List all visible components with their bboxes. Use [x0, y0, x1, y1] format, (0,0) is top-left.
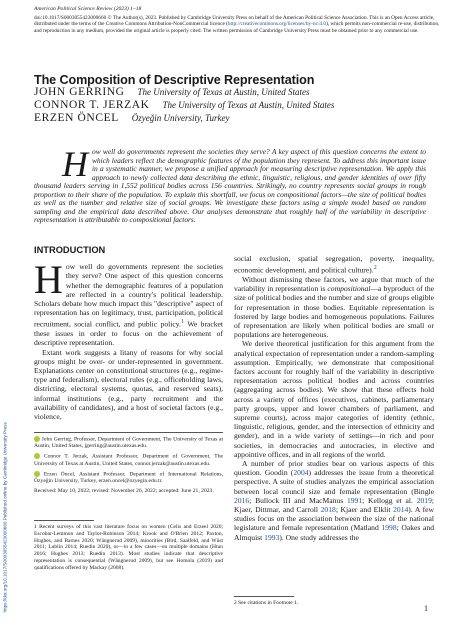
section-heading: INTRODUCTION: [34, 245, 106, 255]
received-dates: Received: May 10, 2022; revised: November 26, 2022; accepted: June 21, 2023.: [34, 488, 214, 495]
left-column: [34, 246, 223, 421]
footnote-divider: [34, 520, 94, 521]
author-line: [34, 86, 309, 98]
body-paragraph: [234, 275, 434, 339]
divider: [34, 432, 223, 433]
body-text: social exclusion, spatial segregation, poverty, inequality, economic development, and political culture).: [234, 254, 434, 275]
copyright-text: © The Author(s), 2023. Published by Cambridge University Press on behalf of the American Political Science Association. This is an Open Access article, distributed under the terms of the Creative Commons Attribution-NonCommercial licence (: [34, 15, 435, 28]
author-notes: [34, 436, 223, 499]
running-head: American Political Science Review (2023) 1–18: [34, 6, 142, 12]
abstract-dropcap: H: [62, 144, 88, 184]
intro-paragraph: [34, 257, 224, 348]
citation-link[interactable]: 2018: [320, 505, 336, 515]
citation-link[interactable]: 2016: [234, 495, 250, 505]
copyright-tail: ), which permits non-commercial re-use, distribution, and reproduction in any medium, provided the original article is properly cited. The written permission of Cambridge University Press must be obtained prior to any commercial use.: [34, 21, 440, 34]
copyright-block: [34, 15, 442, 34]
author-line: [34, 112, 229, 124]
orcid-icon[interactable]: [34, 453, 40, 459]
abstract-text: ow well do governments represent the societies they serve? A key aspect of this question concerns the extent to which leaders reflect the demographic features of the population they represent. To address this important issue in a systematic manner, we propose a unified approach for measuring descriptive representation. We apply this approach to newly collected data describing the ethnic, linguistic, religious, and gender identities of over fifty thousand leaders serving in 1,552 political bodies across 156 countries. Strikingly, no country represents social groups in rough proportion to their share of the population. To explain this shortfall, we focus on compositional factors—the size of political bodies as well as the number and relative size of social groups. We investigate these factors using a simple model based on random sampling and the empirical data described above. Our analyses demonstrate that roughly half of the variability in descriptive representation is attributable to compositional factors.: [34, 147, 426, 225]
body-paragraph: [234, 459, 434, 542]
author-affiliation: The University of Texas at Austin, United States: [137, 87, 310, 97]
citation-link[interactable]: 1991: [346, 495, 363, 505]
right-column: [234, 254, 434, 542]
footnote-marker[interactable]: 1: [180, 318, 185, 326]
author-note: [34, 471, 223, 485]
body-text: Without dismissing these factors, we argue that much of the variability in representation is: [234, 274, 434, 294]
body-text: ). A few studies focus on the association between the size of the national legislature and female representation (Matland: [234, 505, 434, 533]
author-name: JOHN GERRING: [34, 86, 125, 98]
intro-dropcap: H: [34, 257, 63, 303]
author-name: ERZEN ÖNCEL: [34, 112, 119, 124]
author-affiliation: The University of Texas at Austin, United States: [162, 100, 335, 110]
body-text: —a byproduct of the size of political bodies and the number and size of groups eligible for representation in those bodies. Equitable representation is fostered by large bodies and homogeneous populations. Failures of representation are likely when political bodies are small or populations are heterogeneous.: [234, 284, 434, 340]
footnote: 2 See citations in Footnote 1.: [234, 600, 299, 606]
author-note-text: Erzen Öncel, Assistant Professor, Department of International Relations, Özyeğin University, Turkey, erzen.oncel@ozyegin.edu.tr.: [34, 471, 224, 485]
citation-link[interactable]: 2019: [416, 495, 432, 505]
body-paragraph: [234, 254, 434, 275]
body-paragraph: We derive theoretical justification for this argument from the analytical expectation of representation under a random-sampling assumption. Empirically, we demonstrate that compositional factors account for roughly half of the variability in descriptive representation across political bodies and across countries (aggregating across bodies). We show that these effects hold across a variety of offices (executives, cabinets, parliamentary party groups, upper and lower chambers of parliament, and supreme courts), across major categories of identity (ethnic, linguistic, religious, gender, and the intersection of ethnicity and gender), and in a wide variety of settings—in rich and poor societies, in democracies and autocracies, in elective and appointive offices, and in all regions of the world.: [234, 339, 434, 459]
author-note: [34, 436, 223, 450]
doi-link[interactable]: doi:10.1017/S0003055423000660: [34, 15, 107, 21]
intro-text-tail: We bracket these issues in order to focus on the achievement of descriptive representation.: [34, 319, 224, 348]
sidebar-doi-text[interactable]: https://doi.org/10.1017/S0003055423000660 Published online by Cambridge University Press: [2, 422, 8, 613]
citation-link[interactable]: 1993: [264, 532, 280, 542]
author-note-text: John Gerring, Professor, Department of Government, The University of Texas at Austin, United States, jgerring@austin.utexas.edu.: [34, 436, 223, 450]
citation-link[interactable]: 2014: [393, 505, 409, 515]
author-affiliation: Özyeğin University, Turkey: [131, 113, 230, 123]
body-text: ) addresses the issue from a theoretical perspective. A suite of studies analyzes the empirical association between local council size and female representation (Bingle: [234, 468, 434, 496]
body-paragraph: Extant work suggests a litany of reasons for why social groups might be over- or under-represented in government. Explanations center on constitutional structures (e.g., regime-type and federalism), electoral rules (e.g., officeholding laws, districting, electoral systems, quotas, and reserved seats), informal institutions (e.g., party recruitment and the availability of candidates), and a host of societal factors (e.g., violence,: [34, 347, 223, 421]
citation-link[interactable]: 2004: [293, 468, 309, 478]
license-link[interactable]: http://creativecommons.org/licenses/by-nc/4.0: [227, 21, 327, 28]
author-note-text: Connor T. Jerzak, Assistant Professor, Department of Government, The University of Texas at Austin, United States, connor.jerzak@austin.utexas.edu.: [34, 453, 223, 467]
abstract: [34, 144, 426, 225]
footnote-marker[interactable]: 2: [373, 264, 377, 272]
citation-link[interactable]: 1998: [381, 523, 397, 533]
author-note: [34, 453, 223, 467]
sidebar-doi: [0, 385, 9, 615]
body-text: ; Kjaer, Dittmar, and Carroll: [234, 495, 434, 515]
orcid-icon[interactable]: [34, 471, 40, 477]
author-name: CONNOR T. JERZAK: [34, 99, 150, 111]
body-text: ; Kellogg et al.: [362, 495, 417, 505]
emphasis-text: compositional: [327, 284, 371, 294]
body-text: ; Bullock III and MacManus: [249, 495, 347, 505]
body-text: ; Oakes and Almquist: [234, 523, 434, 542]
footnote: 1 Recent surveys of this vast literature focus on women (Celis and Erzeel 2020; Escobar-Lemmon and Taylor-Robinson 2014; Krook and O'Brien 2012; Paxton, Hughes, and Barnes 2020; Wängnerud 2009), minorities (Bird, Saalfeld, and Wüst 2011; Lublin 2014; Ruedin 2020), or—in a few cases—on multiple domains (Htun 2016; Hughes 2013; Ruedin 2013). Most studies indicate that descriptive representation is consequential (Wängnerud 2009), but see Homola (2019) and qualifications offered by Mackay (2008).: [34, 524, 223, 571]
footnote-divider: [234, 596, 294, 597]
body-text: A number of prior studies bear on various aspects of this question. Goodin (: [234, 459, 434, 478]
page-number: 1: [424, 604, 428, 613]
body-text: ; Kjaer and Elklit: [335, 505, 394, 515]
article-title: The Composition of Descriptive Representation: [34, 73, 315, 87]
author-line: [34, 99, 334, 111]
orcid-icon[interactable]: [34, 436, 40, 442]
body-text: ). One study addresses the: [279, 532, 359, 542]
intro-text: ow well do governments represent the societies they serve? One aspect of this question concerns whether the demographic features of a population are reflected in a country's political leadership. Scholars debate how much impact this "descriptive" aspect of representation has on legitimacy, trust, participation, political recruitment, social conflict, and public policy.: [34, 262, 223, 329]
